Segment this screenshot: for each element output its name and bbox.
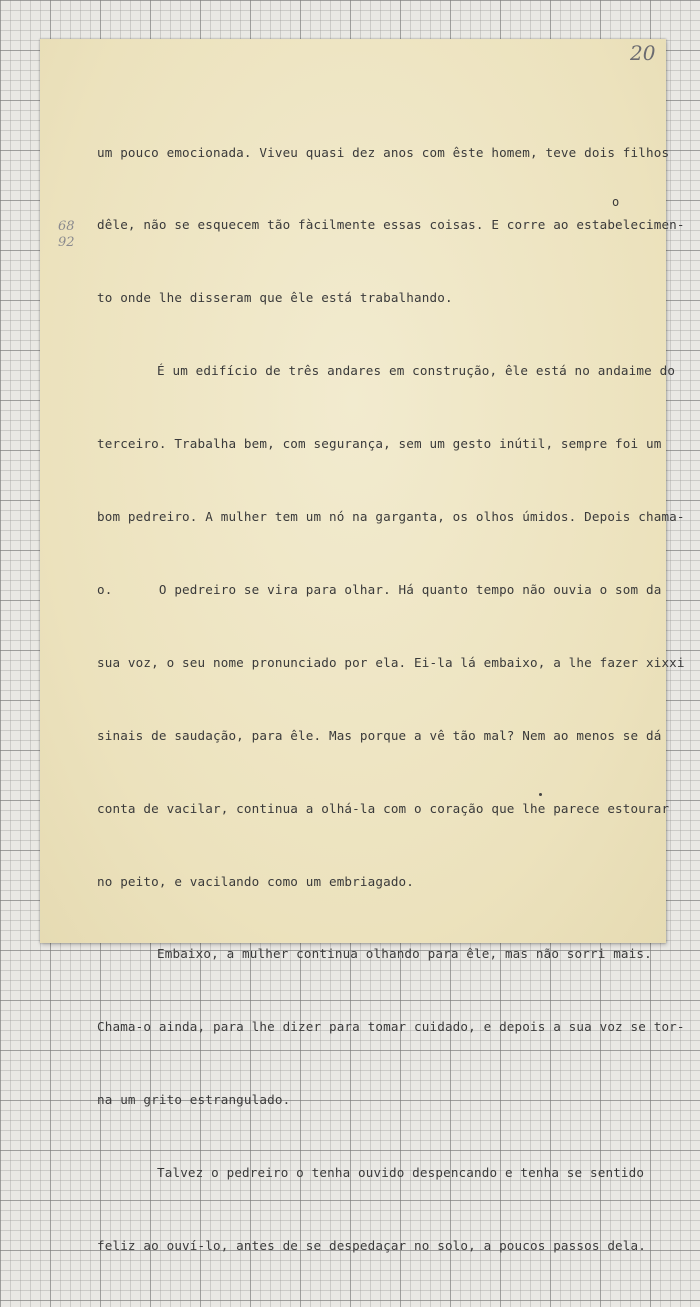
text-line: sua voz, o seu nome pronunciado por ela. Ei-la lá embaixo, a lhe fazer xixxi bbox=[97, 654, 685, 670]
ink-dot bbox=[539, 793, 542, 796]
text-line: um pouco emocionada. Viveu quasi dez anos com êste homem, teve dois filhos bbox=[97, 144, 670, 160]
text-line: sinais de saudação, para êle. Mas porque a vê tão mal? Nem ao menos se dá bbox=[97, 727, 662, 743]
text-line: Talvez o pedreiro o tenha ouvido despencando e tenha se sentido bbox=[157, 1165, 645, 1181]
text-line: Chama-o ainda, para lhe dizer para tomar cuidado, e depois a sua voz se tor- bbox=[97, 1019, 685, 1035]
text-line: to onde lhe disseram que êle está trabalhando. bbox=[97, 290, 453, 306]
typewritten-page bbox=[40, 39, 685, 1253]
page-number: 20 bbox=[630, 41, 656, 65]
text-line: conta de vacilar, continua a olhá-la com o coração que lhe parece estourar bbox=[97, 800, 670, 816]
body-text bbox=[97, 92, 685, 1307]
text-line: Embaixo, a mulher continua olhando para êle, mas não sorri mais. bbox=[157, 946, 652, 962]
text-line: terceiro. Trabalha bem, com segurança, sem um gesto inútil, sempre foi um bbox=[97, 436, 662, 452]
text-line: dêle, não se esquecem tão fàcilmente essas coisas. E corre ao estabelecimen- bbox=[97, 217, 685, 233]
text-line: É um edifício de três andares em construção, êle está no andaime do bbox=[157, 363, 676, 379]
text-line: o. O pedreiro se vira para olhar. Há quanto tempo não ouvia o som da bbox=[97, 581, 662, 597]
margin-pencil-mark: 92 bbox=[58, 235, 75, 250]
text-line: bom pedreiro. A mulher tem um nó na garganta, os olhos úmidos. Depois chama- bbox=[97, 509, 685, 525]
handwritten-insert-mark: o bbox=[612, 195, 620, 209]
text-line: feliz ao ouví-lo, antes de se despedaçar no solo, a poucos passos dela. bbox=[97, 1237, 646, 1253]
text-line: no peito, e vacilando como um embriagado. bbox=[97, 873, 415, 889]
margin-pencil-mark: 68 bbox=[58, 219, 75, 234]
text-line: na um grito estrangulado. bbox=[97, 1092, 291, 1108]
